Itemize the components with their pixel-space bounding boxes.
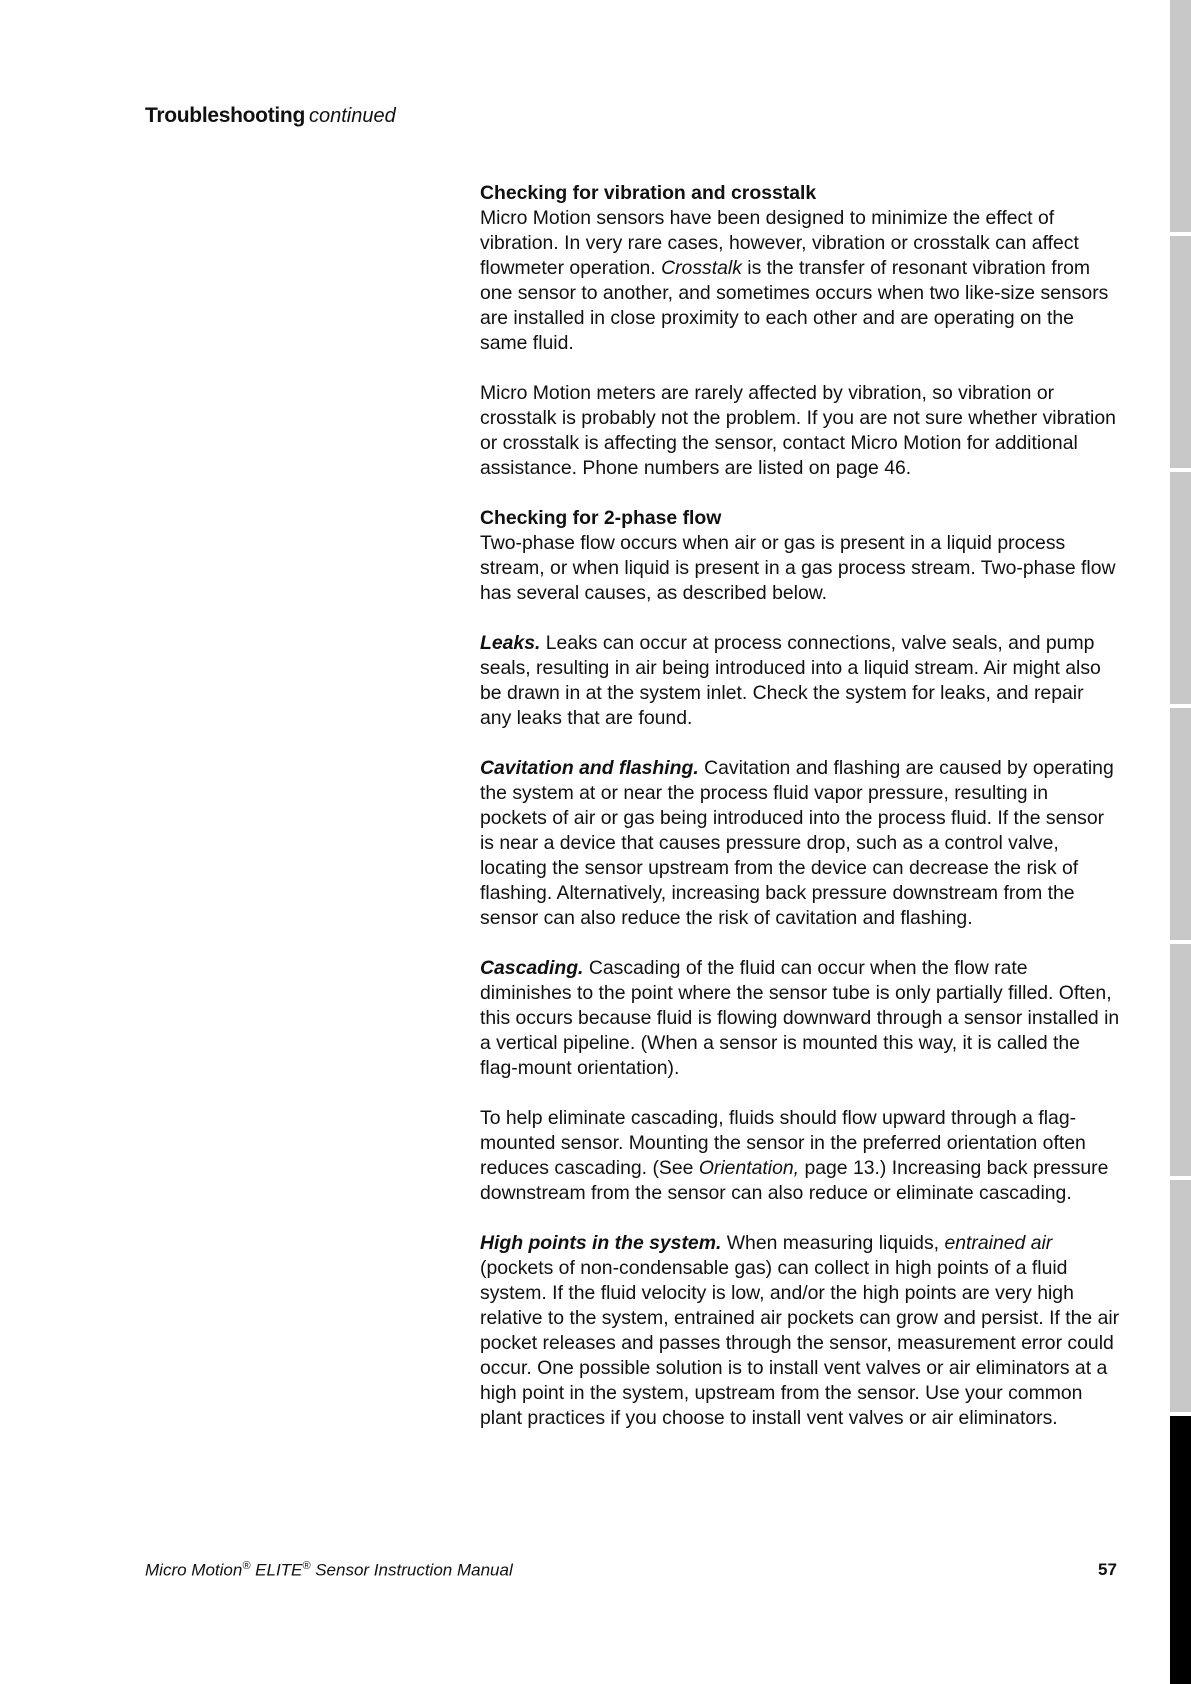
section-tab-7-active[interactable] xyxy=(1170,1416,1191,1684)
paragraph-two-phase-intro: Two-phase flow occurs when air or gas is present in a liquid process stream, or when liquid is present in a gas process stream. Two-phase flow has several causes, as described below. xyxy=(480,532,1116,604)
section-tab-5[interactable] xyxy=(1170,944,1191,1176)
page-number: 57 xyxy=(1098,1560,1117,1579)
paragraph-cavitation: Cavitation and flashing. Cavitation and flashing are caused by operating the system at or near the process fluid vapor pressure, resulting in pockets of air or gas being introduced into the process fluid. If the sensor is near a device that causes pressure drop, such as a control valve, locating the sensor upstream from the device can decrease the risk of flashing. Alternatively, increasing back pressure downstream from the sensor can also reduce the risk of cavitation and flashing. xyxy=(480,757,1114,929)
header-title: Troubleshooting xyxy=(145,104,305,127)
paragraph-cascading: Cascading. Cascading of the fluid can occur when the flow rate diminishes to the point where the sensor tube is only partially filled. Often, this occurs because fluid is flowing downward through a sensor installed in a vertical pipeline. (When a sensor is mounted this way, it is called the flag-mount orientation). xyxy=(480,957,1120,1079)
section-tab-3[interactable] xyxy=(1170,472,1191,704)
paragraph-cascading-2: To help eliminate cascading, fluids should flow upward through a flag-mounted sensor. Mounting the sensor in the preferred orientation often reduces cascading. (See Orientation, page 13.) Increasing back pressure downstream from the sensor can also reduce or eliminate cascading. xyxy=(480,1107,1109,1204)
paragraph-high-points: High points in the system. When measuring liquids, entrained air (pockets of non-condensable gas) can collect in high points of a fluid system. If the fluid velocity is low, and/or the high points are very high relative to the system, entrained air pockets can grow and persist. If the air pocket releases and passes through the sensor, measurement error could occur. One possible solution is to install vent valves or air eliminators at a high point in the system, upstream from the sensor. Use your common plant practices if you choose to install vent valves or air eliminators. xyxy=(480,1232,1120,1429)
heading-vibration: Checking for vibration and crosstalk xyxy=(480,182,817,204)
header-subtitle: continued xyxy=(308,105,396,127)
section-tab-2[interactable] xyxy=(1170,236,1191,468)
paragraph-vibration-1: Micro Motion sensors have been designed to minimize the effect of vibration. In very rare cases, however, vibration or crosstalk can affect flowmeter operation. Crosstalk is the transfer of resonant vibration from one sensor to another, and sometimes occurs when two like-size sensors are installed in close proximity to each other and are operating on the same fluid. xyxy=(480,207,1109,354)
section-tab-6[interactable] xyxy=(1170,1180,1191,1412)
lead-cascading: Cascading. xyxy=(480,957,584,979)
main-content xyxy=(480,181,1120,1456)
paragraph-leaks: Leaks. Leaks can occur at process connections, valve seals, and pump seals, resulting in air being introduced into a liquid stream. Air might also be drawn in at the system inlet. Check the system for leaks, and repair any leaks that are found. xyxy=(480,632,1101,729)
section-tabs xyxy=(1170,0,1191,1684)
running-header xyxy=(145,104,396,128)
footer-manual-title: Micro Motion® ELITE® Sensor Instruction Manual xyxy=(145,1560,513,1580)
heading-two-phase: Checking for 2-phase flow xyxy=(480,507,722,529)
lead-leaks: Leaks. xyxy=(480,632,541,654)
paragraph-vibration-2: Micro Motion meters are rarely affected by vibration, so vibration or crosstalk is probably not the problem. If you are not sure whether vibration or crosstalk is affecting the sensor, contact Micro Motion for additional assistance. Phone numbers are listed on page 46. xyxy=(480,382,1116,479)
lead-cavitation: Cavitation and flashing. xyxy=(480,757,699,779)
reference-orientation: Orientation, xyxy=(698,1157,800,1179)
section-tab-1[interactable] xyxy=(1170,0,1191,232)
section-tab-4[interactable] xyxy=(1170,708,1191,940)
term-crosstalk: Crosstalk xyxy=(661,257,742,279)
lead-high-points: High points in the system. xyxy=(480,1232,722,1254)
term-entrained-air: entrained air xyxy=(944,1232,1053,1254)
